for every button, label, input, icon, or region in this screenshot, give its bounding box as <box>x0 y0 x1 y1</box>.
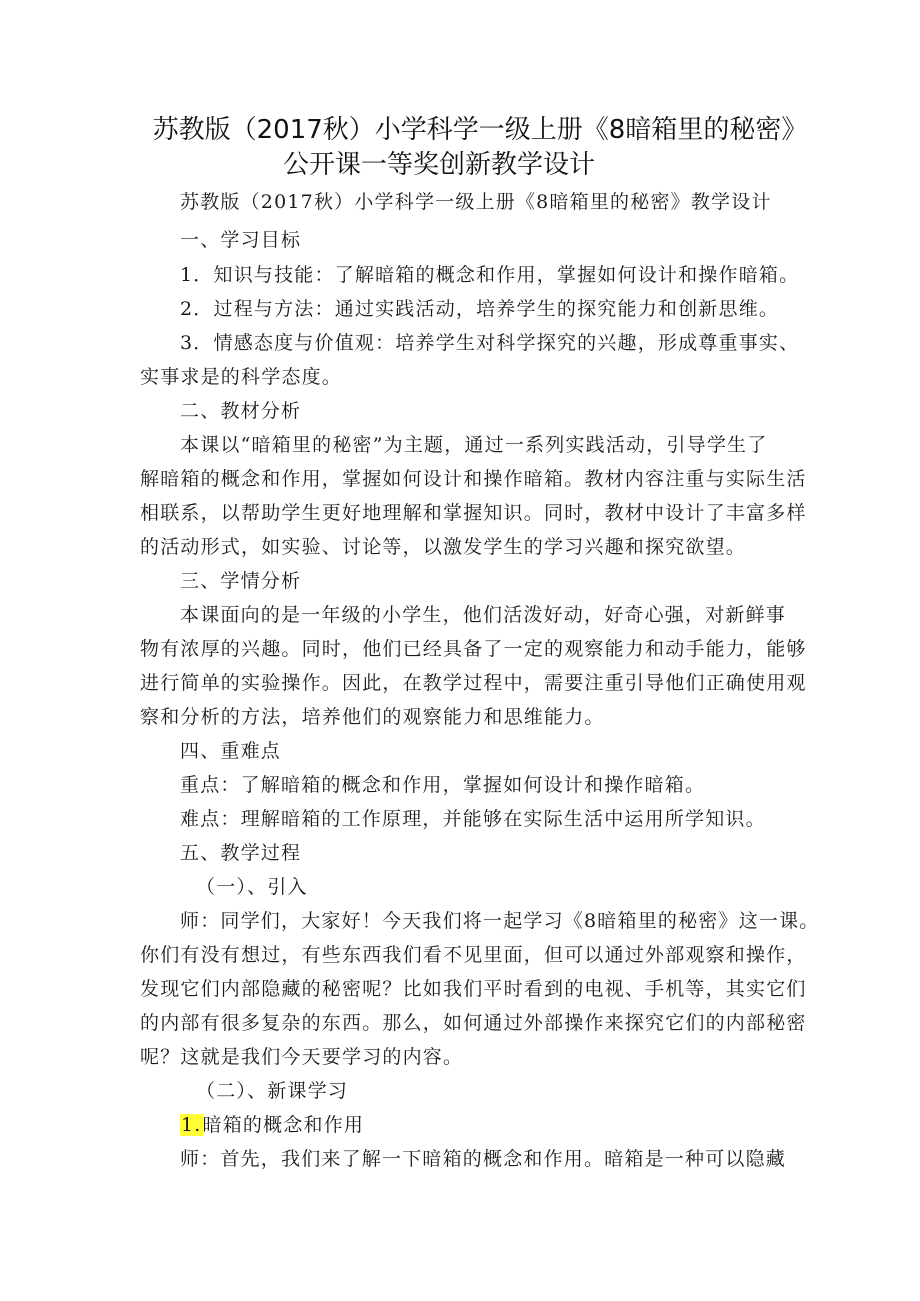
paragraph-line: 的活动形式，如实验、讨论等，以激发学生的学习兴趣和探究欲望。 <box>140 536 747 558</box>
paragraph-line: 相联系，以帮助学生更好地理解和掌握知识。同时，教材中设计了丰富多样 <box>140 502 807 524</box>
paragraph-line: 发现它们内部隐藏的秘密呢？比如我们平时看到的电视、手机等，其实它们 <box>140 978 807 1000</box>
section-heading-material: 二、教材分析 <box>180 400 302 422</box>
paragraph-line: 物有浓厚的兴趣。同时，他们已经具备了一定的观察能力和动手能力，能够 <box>140 638 807 660</box>
paragraph-line: 进行简单的实验操作。因此，在教学过程中，需要注重引导他们正确使用观 <box>140 672 807 694</box>
document-subtitle: 苏教版（2017秋）小学科学一级上册《8暗箱里的秘密》教学设计 <box>180 191 772 213</box>
key-point: 重点：了解暗箱的概念和作用，掌握如何设计和操作暗箱。 <box>180 774 706 796</box>
paragraph-line: 解暗箱的概念和作用，掌握如何设计和操作暗箱。教材内容注重与实际生活 <box>140 468 807 490</box>
document-title-line1: 苏教版（2017秋）小学科学一级上册《8暗箱里的秘密》 <box>152 115 808 145</box>
difficult-point: 难点：理解暗箱的工作原理，并能够在实际生活中运用所学知识。 <box>180 808 766 830</box>
objective-item-3-cont: 实事求是的科学态度。 <box>140 366 343 388</box>
list-item-text: 暗箱的概念和作用 <box>202 1114 365 1136</box>
paragraph-line: 师：同学们，大家好！今天我们将一起学习《8暗箱里的秘密》这一课。 <box>180 910 820 932</box>
subsection-heading-new-lesson: （二）、新课学习 <box>196 1080 349 1102</box>
paragraph-line: 呢？这就是我们今天要学习的内容。 <box>140 1046 464 1068</box>
paragraph-line: 的内部有很多复杂的东西。那么，如何通过外部操作来探究它们的内部秘密 <box>140 1012 807 1034</box>
list-item-number: 1. <box>181 1114 202 1136</box>
section-heading-learners: 三、学情分析 <box>180 570 302 592</box>
paragraph-line: 本课面向的是一年级的小学生，他们活泼好动，好奇心强，对新鲜事 <box>180 604 787 626</box>
paragraph-line: 师：首先，我们来了解一下暗箱的概念和作用。暗箱是一种可以隐藏 <box>180 1148 787 1170</box>
objective-item-2: 2．过程与方法：通过实践活动，培养学生的探究能力和创新思维。 <box>180 298 780 320</box>
list-item <box>180 1112 364 1138</box>
paragraph-line: 察和分析的方法，培养他们的观察能力和思维能力。 <box>140 706 605 728</box>
objective-item-3: 3．情感态度与价值观：培养学生对科学探究的兴趣，形成尊重事实、 <box>180 332 800 354</box>
document-title-line2: 公开课一等奖创新教学设计 <box>283 150 596 180</box>
objective-item-1: 1．知识与技能：了解暗箱的概念和作用，掌握如何设计和操作暗箱。 <box>180 264 800 286</box>
paragraph-line: 你们有没有想过，有些东西我们看不见里面，但可以通过外部观察和操作， <box>140 944 807 966</box>
section-heading-objectives: 一、学习目标 <box>180 229 302 251</box>
paragraph-line: 本课以“暗箱里的秘密”为主题，通过一系列实践活动，引导学生了 <box>180 434 768 456</box>
section-heading-process: 五、教学过程 <box>180 842 302 864</box>
subsection-heading-intro: （一）、引入 <box>196 876 308 898</box>
section-heading-key-points: 四、重难点 <box>180 740 282 762</box>
